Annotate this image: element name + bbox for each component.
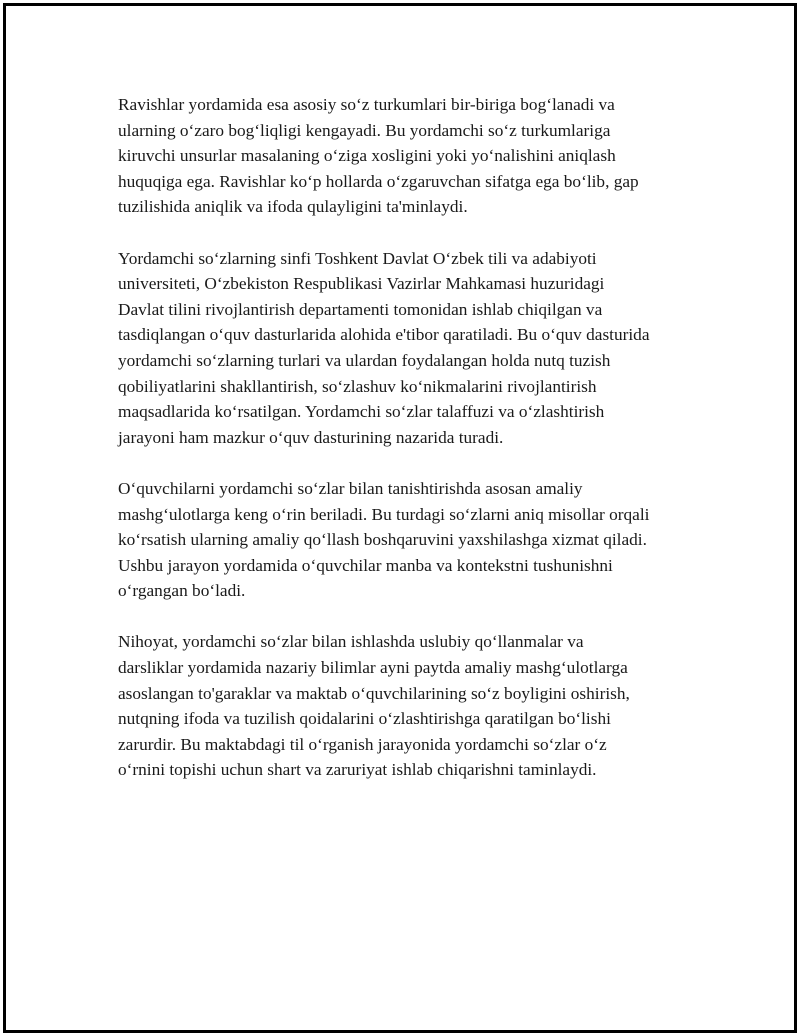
text-line: huquqiga ega. Ravishlar ko‘p hollarda o‘zgaruvchan sifatga ega bo‘lib, gap xyxy=(118,171,639,191)
text-line: mashg‘ulotlarga keng o‘rin beriladi. Bu turdagi so‘zlarni aniq misollar orqali xyxy=(118,504,650,524)
text-line: tasdiqlangan o‘quv dasturlarida alohida e'tibor qaratiladi. Bu o‘quv dasturida xyxy=(118,325,650,345)
text-line: o‘rgangan bo‘ladi. xyxy=(118,581,246,601)
text-line: yordamchi so‘zlarning turlari va ulardan foydalangan holda nutq tuzish xyxy=(118,350,611,370)
text-line: ko‘rsatish ularning amaliy qo‘llash boshqaruvini yaxshilashga xizmat qiladi. xyxy=(118,530,647,550)
text-line: zarurdir. Bu maktabdagi til o‘rganish jarayonida yordamchi so‘zlar o‘z xyxy=(118,734,607,754)
text-line: tuzilishida aniqlik va ifoda qulayligini ta'minlaydi. xyxy=(118,197,468,217)
text-line: kiruvchi unsurlar masalaning o‘ziga xosligini yoki yo‘nalishini aniqlash xyxy=(118,146,616,166)
text-line: o‘rnini topishi uchun shart va zaruriyat ishlab chiqarishni taminlaydi. xyxy=(118,760,597,780)
text-line: Ushbu jarayon yordamida o‘quvchilar manba va kontekstni tushunishni xyxy=(118,555,613,575)
text-line: Davlat tilini rivojlantirish departamenti tomonidan ishlab chiqilgan va xyxy=(118,299,603,319)
text-line: darsliklar yordamida nazariy bilimlar ayni paytda amaliy mashg‘ulotlarga xyxy=(118,658,628,678)
text-line: nutqning ifoda va tuzilish qoidalarini o‘zlashtirishga qaratilgan bo‘lishi xyxy=(118,709,611,729)
text-line: Nihoyat, yordamchi so‘zlar bilan ishlashda uslubiy qo‘llanmalar va xyxy=(118,632,584,652)
text-line: asoslangan to'garaklar va maktab o‘quvchilarining so‘z boyligini oshirish, xyxy=(118,683,630,703)
text-line: Ravishlar yordamida esa asosiy so‘z turkumlari bir-biriga bog‘lanadi va xyxy=(118,95,615,114)
paragraph-1 xyxy=(118,92,688,220)
text-line: maqsadlarida ko‘rsatilgan. Yordamchi so‘zlar talaffuzi va o‘zlashtirish xyxy=(118,402,605,422)
paragraph-4 xyxy=(118,629,688,783)
text-line: O‘quvchilarni yordamchi so‘zlar bilan tanishtirishda asosan amaliy xyxy=(118,478,583,498)
paragraph-2 xyxy=(118,246,688,451)
paragraph-3 xyxy=(118,476,688,604)
text-line: ularning o‘zaro bog‘liqligi kengayadi. Bu yordamchi so‘z turkumlariga xyxy=(118,120,611,140)
text-line: Yordamchi so‘zlarning sinfi Toshkent Davlat O‘zbek tili va adabiyoti xyxy=(118,248,597,268)
text-line: universiteti, O‘zbekiston Respublikasi Vazirlar Mahkamasi huzuridagi xyxy=(118,274,605,294)
text-line: jarayoni ham mazkur o‘quv dasturining nazarida turadi. xyxy=(118,427,504,447)
text-line: qobiliyatlarini shakllantirish, so‘zlashuv ko‘nikmalarini rivojlantirish xyxy=(118,376,597,396)
document-body xyxy=(118,92,688,809)
